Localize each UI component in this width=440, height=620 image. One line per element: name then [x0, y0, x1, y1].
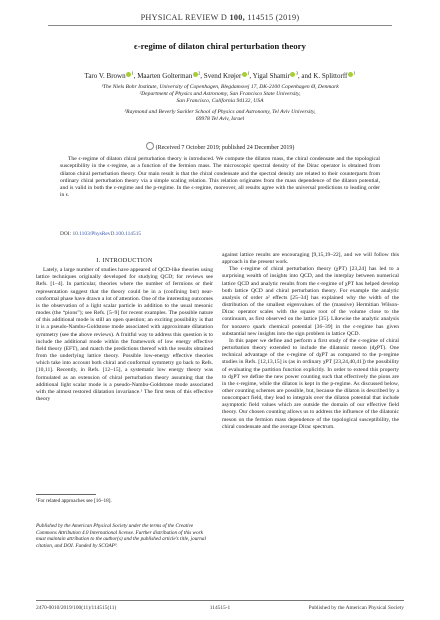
author[interactable]: Maarten Golterman $^2$, [137, 70, 203, 80]
author-list [30, 72, 410, 80]
section-title: I. INTRODUCTION [96, 257, 153, 264]
footer-issn: 2470-0010/2019/100(11)/114515(11) [36, 605, 117, 611]
author[interactable]: and K. Splittorff $^1$ [301, 70, 356, 80]
doi-line [60, 231, 141, 237]
running-head [0, 13, 440, 22]
orcid-icon[interactable] [290, 72, 295, 77]
journal-volume: 100, [229, 13, 245, 22]
affiliation: San Francisco, California 94132, USA [176, 98, 264, 104]
right-column [222, 252, 399, 431]
affiliation: ¹The Niels Bohr Institute, University of Copenhagen, Blegdamsvej 17, DK-2100 Copenhagen Ø, Denmark [101, 84, 339, 90]
intro-paragraph: Lately, a large number of studies have appeared of QCD-like theories using lattice techniques originally developed for studying QCD; for reviews see Refs. [1–4]. In particular, theories where the number of fermions or their representation suggest that the theory could be in a (confining but) near-conformal phase have drawn a lot of attention. One of the interesting outcomes is the observation of a light scalar particle in addition to the usual mesonic modes (the “pions”); see Refs. [5–9] for recent examples. The possible nature of this additional mode is still an open question; an exciting possibility is that it is a pseudo-Nambu-Goldstone mode associated with approximate dilatation symmetry (see the above reviews). A fruitful way to address this question is to include the additional mode within the framework of low energy effective field theory (EFT), and match the predictions thereof with the results obtained from the underlying lattice theory. Possible low-energy effective theories which take into account both chiral and conformal symmetry go back to Refs. [10,11]. Recently, in Refs. [12–15], a systematic low energy theory was formulated as an extension of chiral perturbation theory assuming that the additional light scalar mode is a pseudo-Nambu-Goldstone mode associated with the almost restored dilatation invariance.¹ The first tests of this effective theory [36, 267, 213, 402]
footnote-rule [36, 494, 96, 495]
footer-rule [36, 600, 404, 601]
footnote: ¹For related approaches see [16–18]. [36, 498, 112, 504]
license-notice: Published by the American Physical Society under the terms of the Creative Commons Attribution 4.0 International license. Further distribution of this work must maintain attribution to the author(s) and the published article’s title, journal citation, and DOI. Funded by SCOAP³. [36, 523, 206, 549]
article-number: 114515 (2019) [247, 13, 300, 22]
orcid-icon[interactable] [193, 72, 198, 77]
doi-label: DOI: [60, 231, 72, 237]
paragraph: The ϵ-regime of chiral perturbation theory (χPT) [23,24] has led to a surprising wealth of insights into QCD, and the interplay between numerical lattice QCD and analytic results from the ϵ-regime of χPT has helped develop both lattice QCD and chiral perturbation theory. For example the analytic analysis of order a² effects [25–34] has explained why the width of the distribution of the smallest eigenvalues of the (massive) Hermitian Wilson-Dirac operator scales with the square root of the volume close to the continuum, as first observed on the lattice [35]. Likewise the analytic analysis for nonzero quark chemical potential [36–39] in the ϵ-regime has given substantial new insights into the sign problem in lattice QCD. [222, 266, 399, 337]
left-column [36, 252, 213, 403]
abstract: The ϵ-regime of dilaton chiral perturbation theory is introduced. We compute the dilaton mass, the chiral condensate and the topological susceptibility in the ϵ-regime, as a function of the fermion mass. The microscopic spectral density of the Dirac operator is obtained from dilaton chiral perturbation theory. Our main result is that the chiral condensate and the spectral density are related to their counterparts from ordinary chiral perturbation theory via a simple scaling relation. This relation originates from the mass dependence of the dilaton potential, and is valid in both the ϵ-regime and the p-regime. In the ϵ-regime, moreover, all results agree with the universal predictions to leading order in ϵ. [60, 156, 380, 199]
footer-publisher: Published by the American Physical Society [308, 605, 404, 611]
header-rule [48, 25, 392, 26]
journal-name: PHYSICAL REVIEW D [140, 13, 228, 22]
paper-title: ϵ-regime of dilaton chiral perturbation theory [134, 41, 306, 51]
page-number: 114515-1 [209, 605, 231, 611]
paragraph: against lattice results are encouraging [9,15,19–22], and we will follow this approach in the present work. [222, 252, 399, 266]
doi-link[interactable]: 10.1103/PhysRevD.100.114515 [72, 231, 142, 237]
affiliation: ²Department of Physics and Astronomy, San Francisco State University, [139, 91, 301, 97]
orcid-icon[interactable] [126, 72, 131, 77]
author[interactable]: Yigal Shamir $^3$, [252, 70, 300, 80]
clock-icon [146, 142, 154, 150]
paragraph: In this paper we define and perform a first study of the ϵ-regime of chiral perturbation theory extended to include the dilatonic meson (dχPT). One technical advantage of the ϵ-regime of dχPT as compared to the p-regime studies in Refs. [12,13,15] is (as in ordinary χPT [23,24,40,41]) the possibility of evaluating the partition function explicitly. In order to extend this property to dχPT we define the new power counting such that effectively the pions are in the ϵ-regime, while the dilaton is kept in the p-regime. As discussed below, other counting schemes are possible, but, because the dilaton is described by a noncompact field, they lead to integrals over the dilaton potential that include asymptotic field values which are outside the domain of our effective field theory. Our chosen counting allows us to address the influence of the dilatonic meson on the fermion mass dependence of the topological susceptibility, the chiral condensate and the average Dirac spectrum. [222, 337, 399, 430]
author[interactable]: Svend Krøjer $^1$, [203, 70, 252, 80]
received-dates: (Received 7 October 2019; published 24 December 2019) [30, 142, 410, 151]
affiliation: ³Raymond and Beverly Sackler School of Physics and Astronomy, Tel Aviv University, [124, 109, 316, 115]
affiliation: 69978 Tel Aviv, Israel [195, 116, 245, 122]
author[interactable]: Taro V. Brown $^1$, [84, 70, 136, 80]
